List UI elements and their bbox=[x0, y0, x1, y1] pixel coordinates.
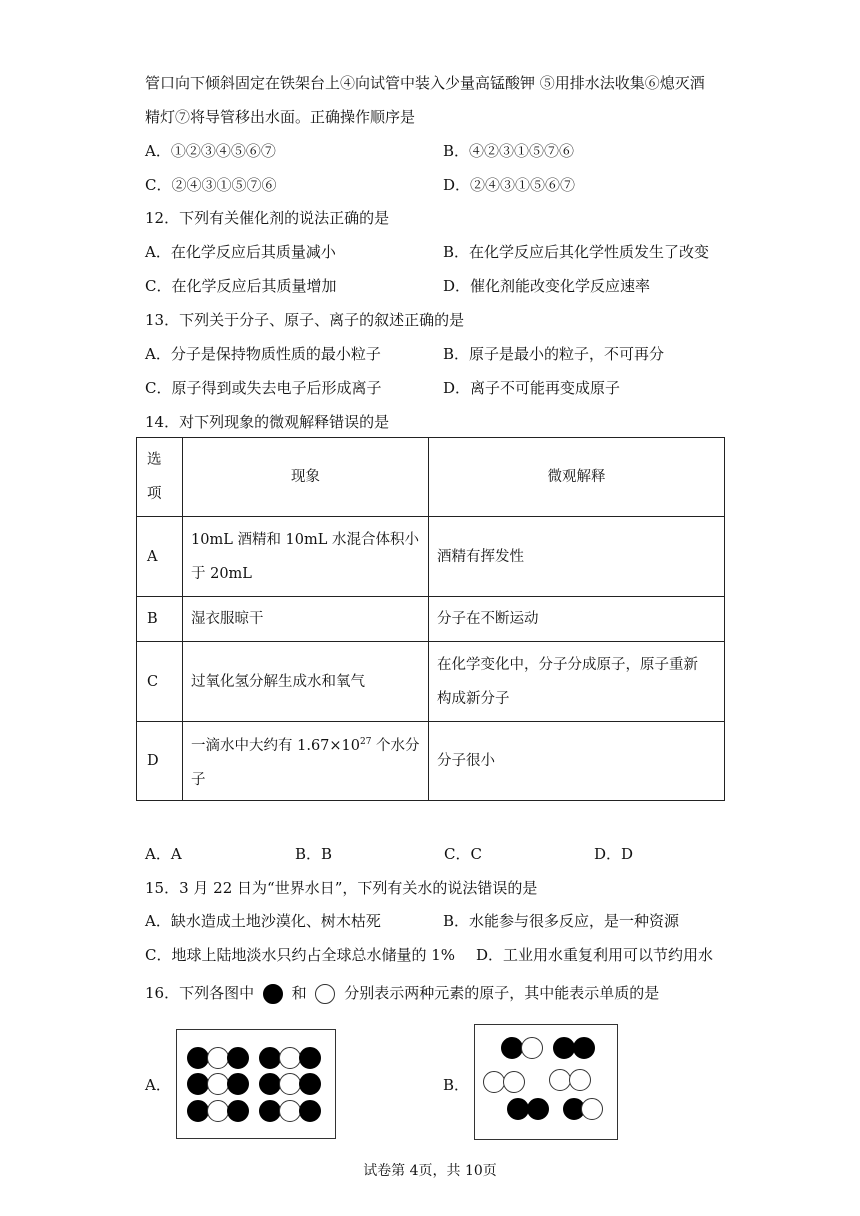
black-atom-icon bbox=[299, 1047, 321, 1069]
black-atom-icon bbox=[299, 1100, 321, 1122]
header-option-char2: 项 bbox=[147, 486, 162, 502]
q13-option-c[interactable]: C．原子得到或失去电子后形成离子 bbox=[145, 379, 382, 397]
black-atom-icon bbox=[299, 1073, 321, 1095]
table-header-row bbox=[137, 438, 725, 517]
q16-diagram-a[interactable] bbox=[176, 1029, 336, 1139]
q12-option-d[interactable]: D．催化剂能改变化学反应速率 bbox=[443, 277, 651, 295]
black-atom-icon bbox=[259, 1073, 281, 1095]
q12-option-b[interactable]: B．在化学反应后其化学性质发生了改变 bbox=[443, 243, 710, 261]
q15-stem: 15．3 月 22 日为“世界水日”，下列有关水的说法错误的是 bbox=[145, 879, 538, 897]
q16-diagram-b[interactable] bbox=[474, 1024, 618, 1140]
white-atom-icon bbox=[279, 1073, 301, 1095]
black-atom-icon bbox=[263, 984, 283, 1004]
row-phenomenon bbox=[183, 722, 429, 801]
header-phenomenon: 现象 bbox=[183, 438, 429, 517]
q16-option-a-label[interactable]: A． bbox=[145, 1076, 171, 1094]
row-option: D bbox=[137, 722, 183, 801]
phenomenon-text-b: 个水分 bbox=[371, 737, 420, 754]
table-row bbox=[137, 722, 725, 801]
row-option: C bbox=[137, 642, 183, 722]
q14-table bbox=[136, 437, 725, 801]
black-atom-icon bbox=[227, 1047, 249, 1069]
row-explanation: 酒精有挥发性 bbox=[429, 517, 725, 597]
q11-option-a[interactable]: A．①②③④⑤⑥⑦ bbox=[145, 142, 276, 160]
table-row bbox=[137, 642, 725, 722]
header-option-char1: 选 bbox=[147, 452, 162, 468]
table-row bbox=[137, 517, 725, 597]
q14-option-b[interactable]: B．B bbox=[295, 845, 333, 863]
phenomenon-line2: 于 20mL bbox=[191, 565, 252, 582]
black-atom-icon bbox=[573, 1037, 595, 1059]
white-atom-icon bbox=[581, 1098, 603, 1120]
q16-stem bbox=[145, 982, 659, 1004]
q11-stem-line1: 管口向下倾斜固定在铁架台上④向试管中装入少量高锰酸钾 ⑤用排水法收集⑥熄灭酒 bbox=[145, 74, 705, 92]
phenomenon-text-a: 一滴水中大约有 1.67×10 bbox=[191, 737, 360, 754]
q15-option-d[interactable]: D．工业用水重复利用可以节约用水 bbox=[476, 946, 714, 964]
q14-option-d[interactable]: D．D bbox=[594, 845, 634, 863]
page-footer: 试卷第 4页，共 10页 bbox=[363, 1163, 497, 1179]
black-atom-icon bbox=[507, 1098, 529, 1120]
q16-stem-part3: 分别表示两种元素的原子，其中能表示单质的是 bbox=[344, 984, 660, 1002]
q16-stem-part1: 16．下列各图中 bbox=[145, 984, 255, 1002]
q13-stem: 13．下列关于分子、原子、离子的叙述正确的是 bbox=[145, 311, 465, 329]
q13-option-d[interactable]: D．离子不可能再变成原子 bbox=[443, 379, 621, 397]
header-explanation: 微观解释 bbox=[429, 438, 725, 517]
q11-option-c[interactable]: C．②④③①⑤⑦⑥ bbox=[145, 176, 277, 194]
row-option: B bbox=[137, 597, 183, 642]
q11-stem-line2: 精灯⑦将导管移出水面。正确操作顺序是 bbox=[145, 108, 416, 126]
white-atom-icon bbox=[207, 1047, 229, 1069]
black-atom-icon bbox=[227, 1073, 249, 1095]
q11-option-d[interactable]: D．②④③①⑤⑥⑦ bbox=[443, 176, 576, 194]
black-atom-icon bbox=[501, 1037, 523, 1059]
exponent: 27 bbox=[360, 737, 372, 748]
explanation-line2: 构成新分子 bbox=[437, 690, 510, 707]
row-phenomenon: 湿衣服晾干 bbox=[183, 597, 429, 642]
q14-stem: 14．对下列现象的微观解释错误的是 bbox=[145, 413, 390, 431]
q16-stem-part2: 和 bbox=[291, 984, 307, 1002]
q14-option-c[interactable]: C．C bbox=[444, 845, 482, 863]
q12-stem: 12．下列有关催化剂的说法正确的是 bbox=[145, 209, 390, 227]
row-explanation: 分子在不断运动 bbox=[429, 597, 725, 642]
table-row bbox=[137, 597, 725, 642]
white-atom-icon bbox=[279, 1047, 301, 1069]
white-atom-icon bbox=[521, 1037, 543, 1059]
row-phenomenon: 过氧化氢分解生成水和氧气 bbox=[183, 642, 429, 722]
explanation-line1: 在化学变化中，分子分成原子，原子重新 bbox=[437, 656, 698, 673]
white-atom-icon bbox=[315, 984, 335, 1004]
q11-option-b[interactable]: B．④②③①⑤⑦⑥ bbox=[443, 142, 575, 160]
header-option-cell bbox=[137, 438, 183, 517]
q14-option-a[interactable]: A．A bbox=[145, 845, 182, 863]
q13-option-a[interactable]: A．分子是保持物质性质的最小粒子 bbox=[145, 345, 381, 363]
phenomenon-line1 bbox=[191, 725, 420, 763]
black-atom-icon bbox=[553, 1037, 575, 1059]
row-explanation: 分子很小 bbox=[429, 722, 725, 801]
white-atom-icon bbox=[569, 1069, 591, 1091]
q15-option-b[interactable]: B．水能参与很多反应，是一种资源 bbox=[443, 912, 680, 930]
row-explanation bbox=[429, 642, 725, 722]
q15-option-c[interactable]: C．地球上陆地淡水只约占全球总水储量的 1% bbox=[145, 946, 456, 964]
q12-option-a[interactable]: A．在化学反应后其质量减小 bbox=[145, 243, 336, 261]
row-option: A bbox=[137, 517, 183, 597]
black-atom-icon bbox=[527, 1098, 549, 1120]
black-atom-icon bbox=[187, 1047, 209, 1069]
q15-option-a[interactable]: A．缺水造成土地沙漠化、树木枯死 bbox=[145, 912, 381, 930]
black-atom-icon bbox=[259, 1100, 281, 1122]
q16-option-b-label[interactable]: B． bbox=[443, 1076, 470, 1094]
phenomenon-line2: 子 bbox=[191, 771, 206, 788]
q13-option-b[interactable]: B．原子是最小的粒子，不可再分 bbox=[443, 345, 665, 363]
white-atom-icon bbox=[207, 1073, 229, 1095]
white-atom-icon bbox=[549, 1069, 571, 1091]
row-phenomenon bbox=[183, 517, 429, 597]
white-atom-icon bbox=[279, 1100, 301, 1122]
black-atom-icon bbox=[187, 1073, 209, 1095]
white-atom-icon bbox=[503, 1071, 525, 1093]
black-atom-icon bbox=[259, 1047, 281, 1069]
phenomenon-line1: 10mL 酒精和 10mL 水混合体积小 bbox=[191, 531, 419, 548]
black-atom-icon bbox=[227, 1100, 249, 1122]
white-atom-icon bbox=[483, 1071, 505, 1093]
black-atom-icon bbox=[187, 1100, 209, 1122]
white-atom-icon bbox=[207, 1100, 229, 1122]
q12-option-c[interactable]: C．在化学反应后其质量增加 bbox=[145, 277, 337, 295]
